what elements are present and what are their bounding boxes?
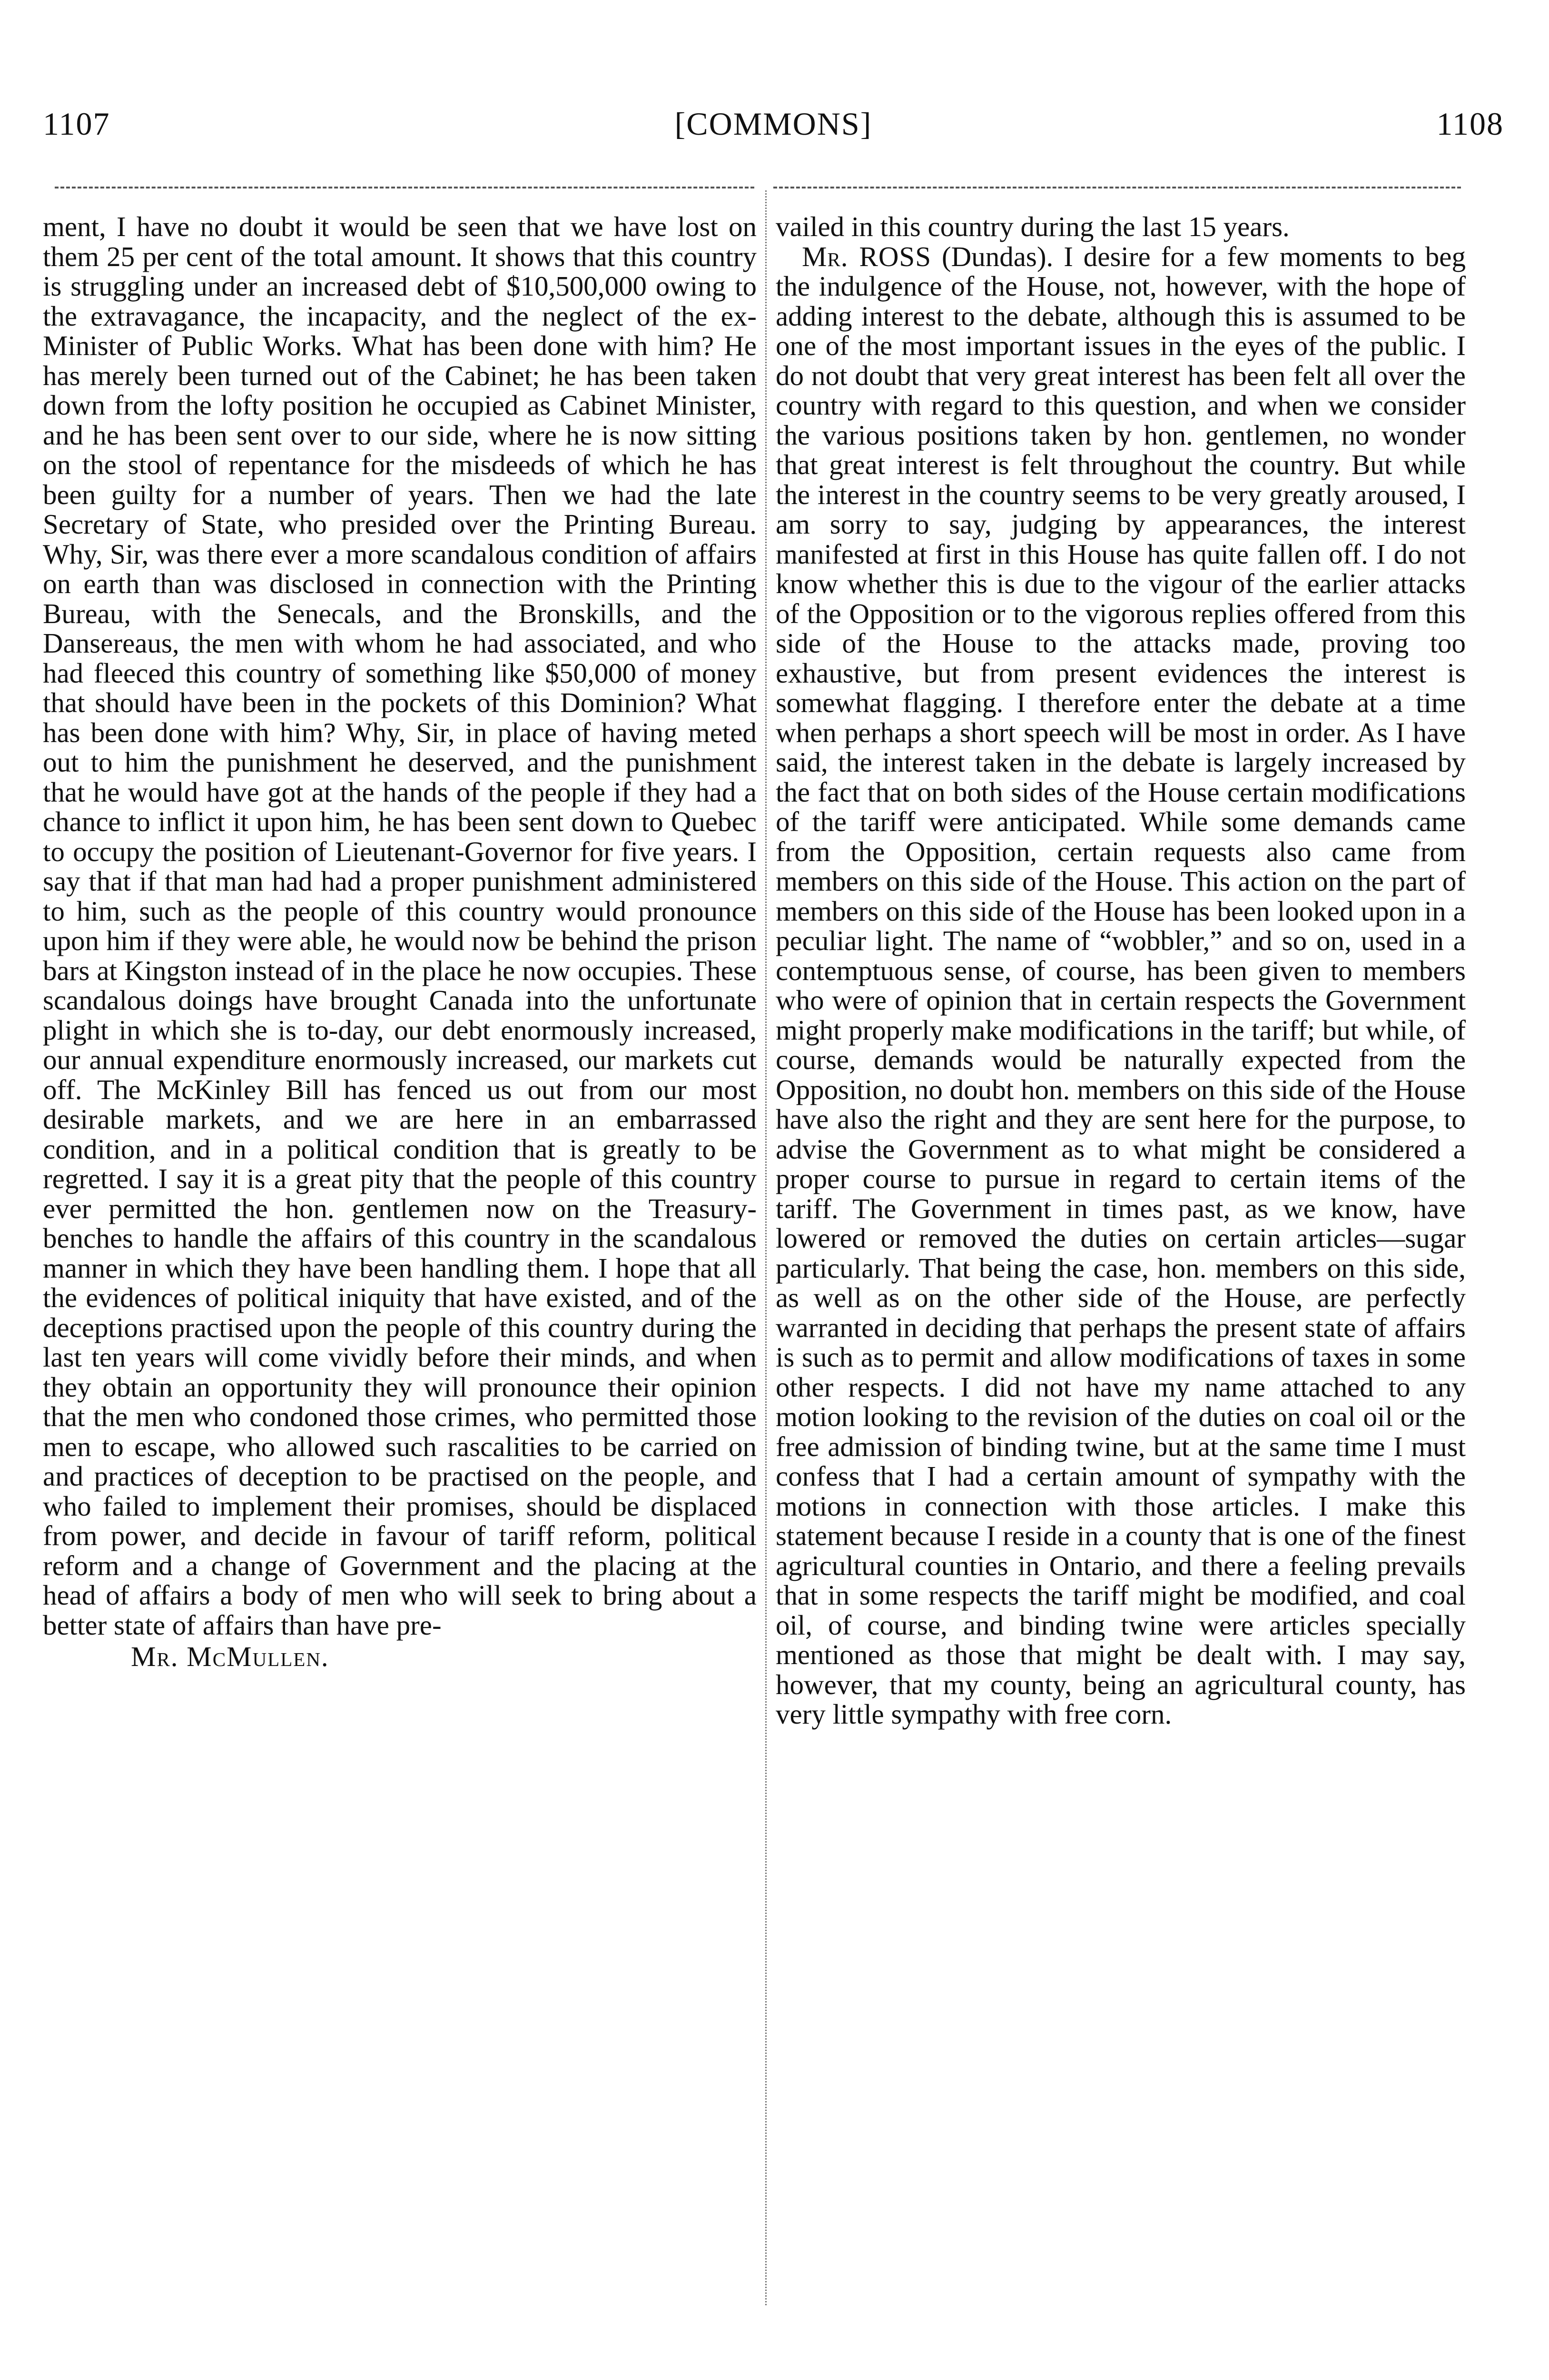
left-column-text: ment, I have no doubt it would be seen that we have lost on them 25 per cent of the total amount. It shows that this country is struggling under an increased debt of $10,500,000 owing to the extravagance, the incapacity, and the neglect of the ex-Minister of Public Works. What has been done with him? He has merely been turned out of the Cabinet; he has been taken down from the lofty position he occupied as Cabinet Minister, and he has been sent over to our side, where he is now sitting on the stool of repentance for the misdeeds of which he has been guilty for a number of years. Then we had the late Secretary of State, who presided over the Printing Bureau. Why, Sir, was there ever a more scandalous condition of affairs on earth than was disclosed in connection with the Printing Bureau, with the Senecals, and the Bronskills, and the Dansereaus, the men with whom he had associated, and who had fleeced this country of something like $50,000 of money that should have been in the pockets of this Dominion? What has been done with him? Why, Sir, in place of having meted out to him the punishment he deserved, and the punishment that he would have got at the hands of the people if they had a chance to inflict it upon him, he has been sent down to Quebec to occupy the position of Lieutenant-Governor for five years. I say that if that man had had a proper punishment administered to him, such as the people of this country would pronounce upon him if they were able, he would now be behind the prison bars at Kingston instead of in the place he now occupies. These scandalous doings have brought Canada into the unfortunate plight in which she is to-day, our debt enormously increased, our annual expenditure enormously increased, our markets cut off. The McKinley Bill has fenced us out from our most desirable markets, and we are here in an embarrassed condition, and in a political condition that is greatly to be regretted. I say it is a great pity that the people of this country ever permitted the hon. gentlemen now on the Treasury-benches to handle the affairs of this country in the scandalous manner in which they have been handling them. I hope that all the evidences of political iniquity that have existed, and of the deceptions practised upon the people of this country during the last ten years will come vividly before their minds, and when they obtain an opportunity they will pronounce their opinion that the men who condoned those crimes, who permitted those men to escape, who allowed such rascalities to be carried on and practices of deception to be practised on the people, and who failed to implement their promises, should be displaced from power, and decide in favour of tariff reform, political reform and a change of Government and the placing at the head of affairs a body of men who will seek to bring about a better state of affairs than have pre- [43, 211, 757, 1641]
header-rule-right [773, 187, 1461, 188]
continued-text: vailed in this country during the last 15 years. [776, 211, 1290, 242]
right-page-number: 1108 [1436, 106, 1504, 142]
speech-text: I desire for a few moments to beg the indulgence of the House, not, however, with the hope of adding interest to the debate, although this is assumed to be one of the most important issues in the eyes of the public. I do not doubt that very great interest has been felt all over the country with regard to this question, and when we consider the various positions taken by hon. gentlemen, no wonder that great interest is felt throughout the country. But while the interest in the country seems to be very greatly aroused, I am sorry to say, judging by appearances, the interest manifested at first in this House has quite fallen off. I do not know whether this is due to the vigour of the earlier attacks of the Opposition or to the vigorous replies offered from this side of the House to the attacks made, proving too exhaustive, but from present evidences the interest is somewhat flagging. I therefore enter the debate at a time when perhaps a short speech will be most in order. As I have said, the interest taken in the debate is largely increased by the fact that on both sides of the House certain modifications of the tariff were anticipated. While some demands came from the Opposition, certain requests also came from members on this side of the House. This action on the part of members on this side of the House has been looked upon in a peculiar light. The name of “wobbler,” and so on, used in a contemptuous sense, of course, has been given to members who were of opinion that in certain respects the Government might properly make modifications in the tariff; but while, of course, demands would be naturally expected from the Opposition, no doubt hon. members on this side of the House have also the right and they are sent here for the purpose, to advise the Government as to what might be considered a proper course to pursue in regard to certain items of the tariff. The Government in times past, as we know, have lowered or removed the duties on certain articles—sugar particularly. That being the case, hon. members on this side, as well as on the other side of the House, are perfectly warranted in deciding that perhaps the present state of affairs is such as to permit and allow modifications of taxes in some other respects. I did not have my name attached to any motion looking to the revision of the duties on coal oil or the free admission of binding twine, but at the same time I must confess that I had a certain amount of sympathy with the motions in connection with those articles. I make this statement because I reside in a county that is one of the finest agricultural counties in Ontario, and there a feeling prevails that in some respects the tariff might be modified, and coal oil, of course, and binding twine were articles specially mentioned as those that might be dealt with. I may say, however, that my county, being an agricultural county, has very little sympathy with free corn. [776, 240, 1466, 1730]
header-rule-left [55, 187, 754, 188]
right-column [776, 212, 1466, 1729]
left-column [43, 212, 757, 1672]
page-header [43, 102, 1504, 145]
speech-paragraph [776, 242, 1466, 1729]
speaker-riding: (Dundas). [941, 240, 1054, 272]
speaker-attribution: Mr. McMullen. [131, 1641, 329, 1672]
left-page-number: 1107 [43, 106, 110, 142]
speaker-name: Mr. ROSS [802, 240, 932, 272]
column-divider [765, 190, 767, 2305]
running-title: [COMMONS] [674, 106, 872, 142]
